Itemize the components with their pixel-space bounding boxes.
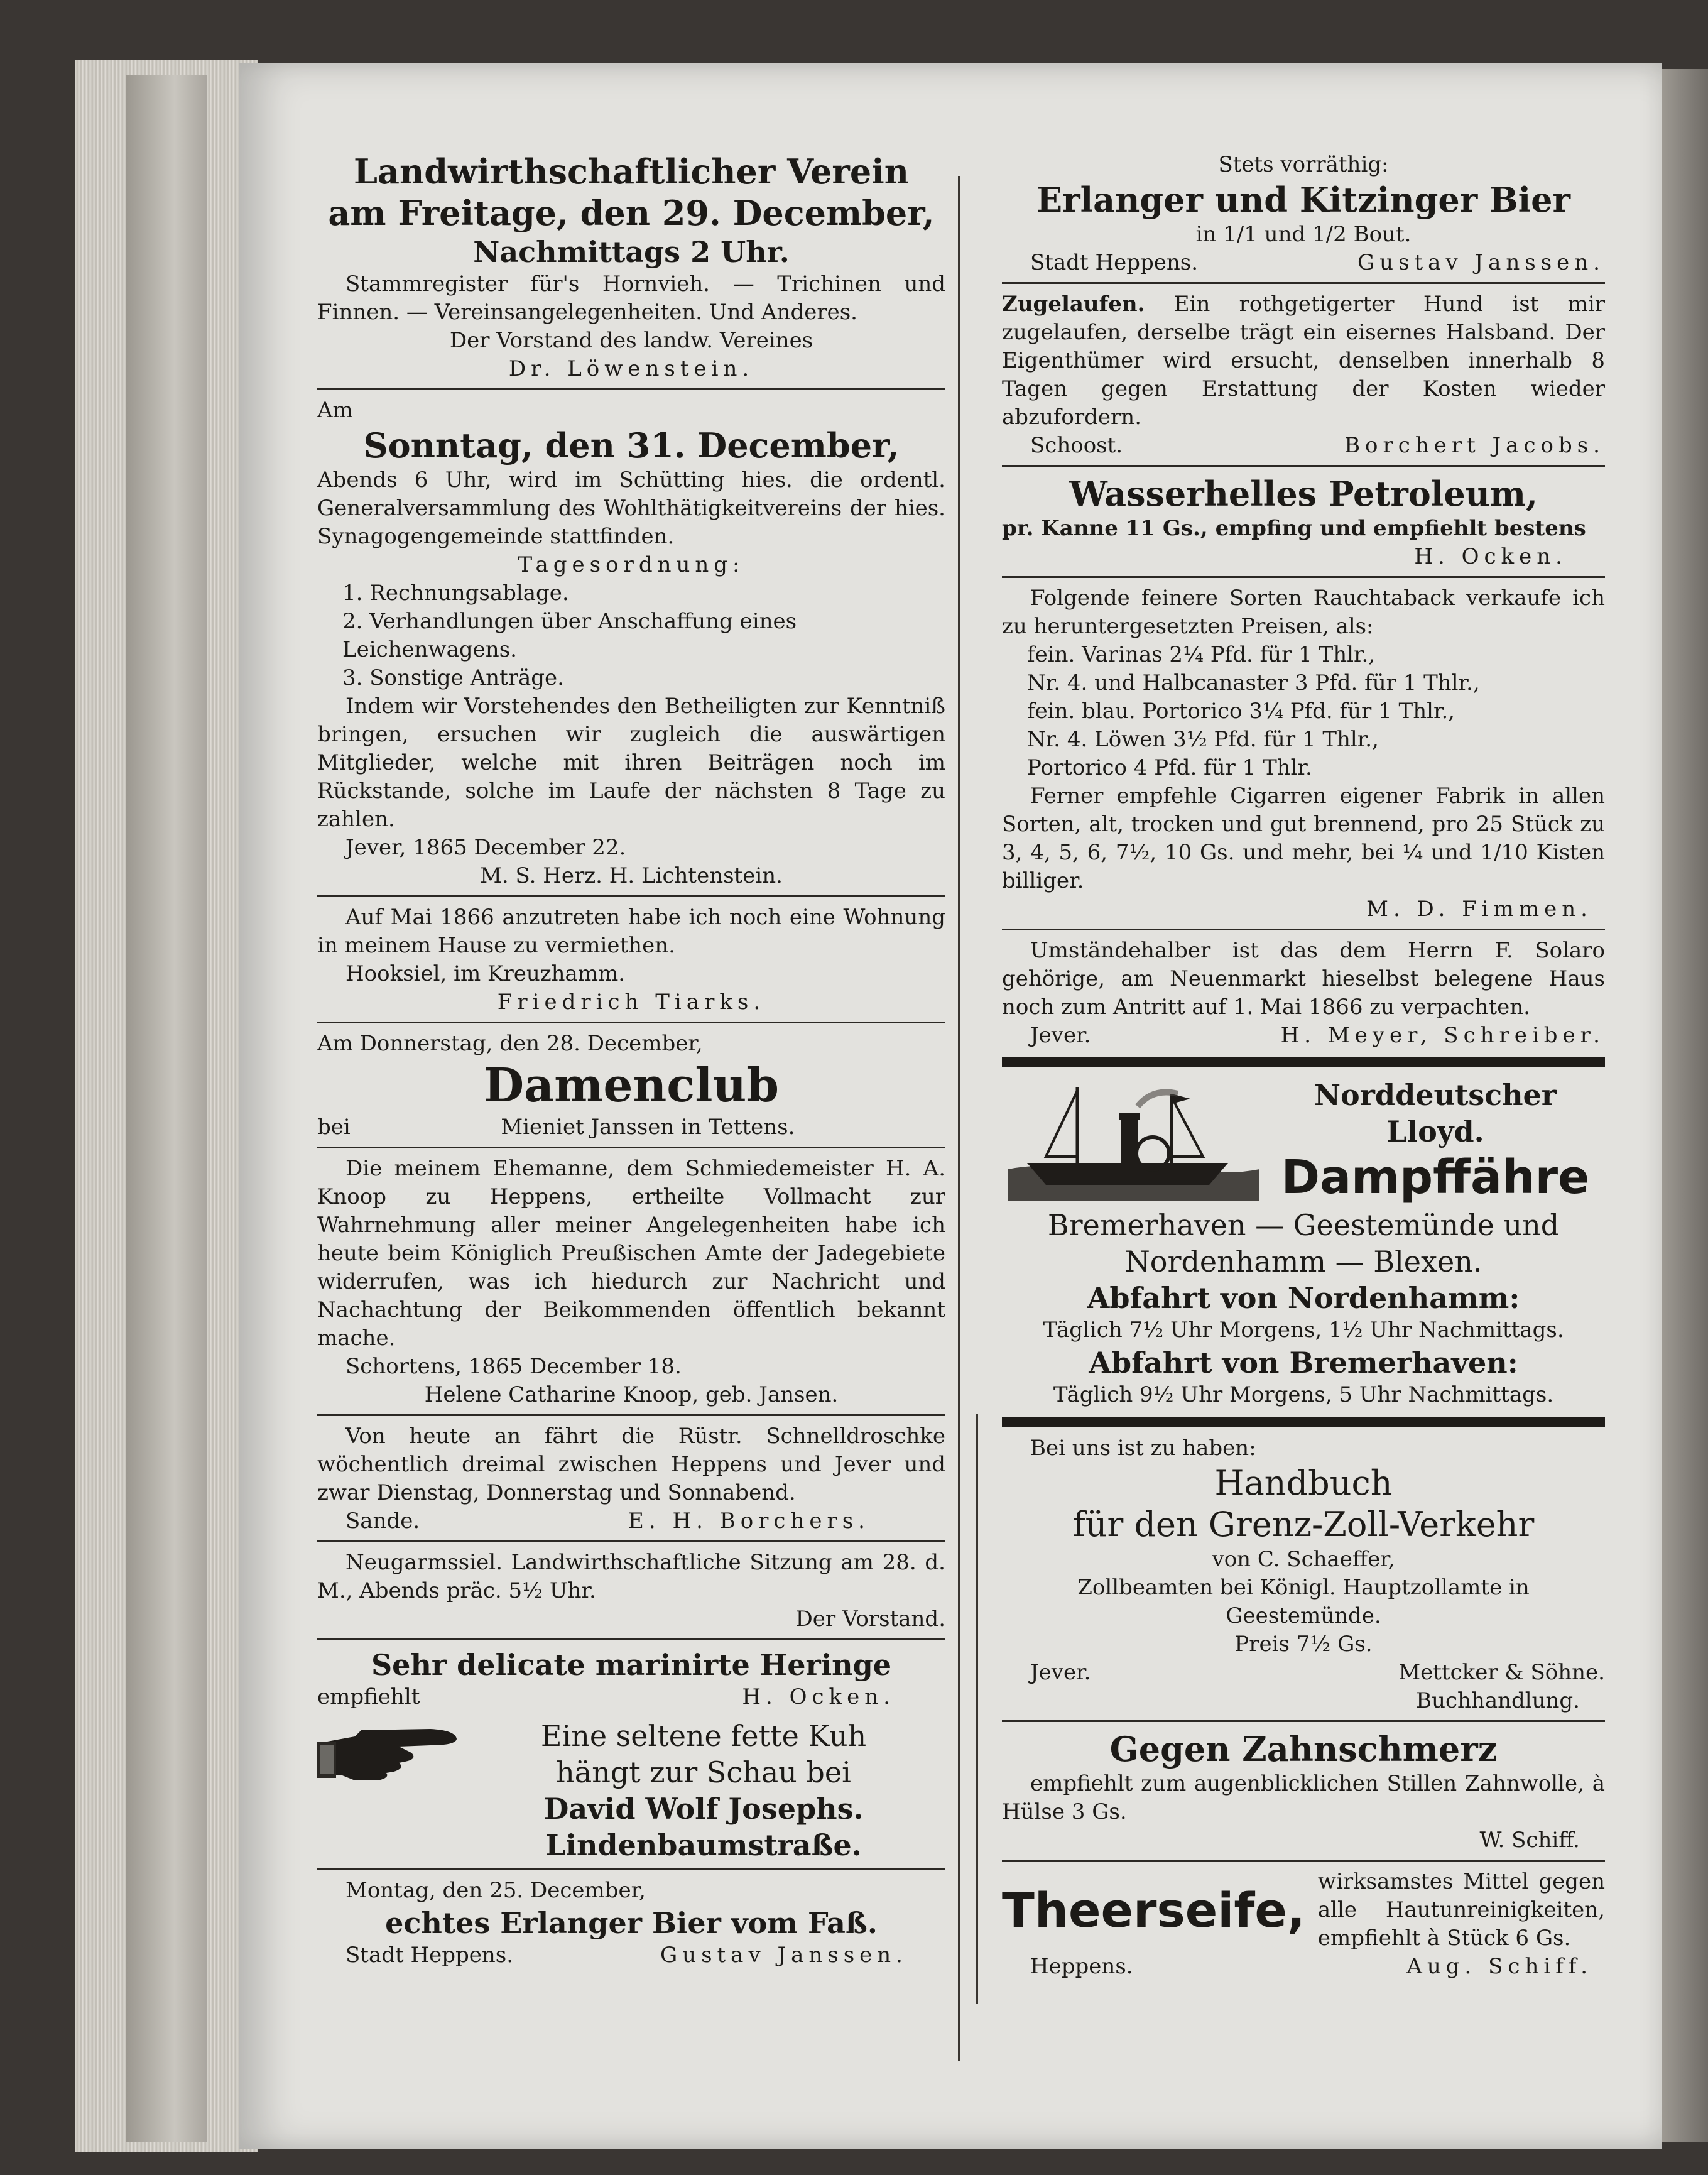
ad-host-row: [317, 1113, 945, 1142]
price-item: Nr. 4. Löwen 3½ Pfd. für 1 Thlr.,: [1027, 727, 1379, 752]
ad-line-4: Lindenbaumstraße.: [545, 1828, 862, 1862]
ad-body: empfiehlt zum augenblicklichen Stillen Zahnwolle, à Hülse 3 Gs.: [1002, 1771, 1605, 1824]
ad-sign-1: Mettcker & Söhne.: [1398, 1660, 1605, 1685]
ad-sign-row: [1002, 1659, 1605, 1687]
ad-am: Am: [317, 398, 353, 423]
ad-sign: H. Ocken.: [1414, 544, 1567, 569]
ad-separator: [317, 388, 945, 390]
ad-body: Ein rothgetigerter Hund ist mir zugelaufen, derselbe trägt ein eisernes Halsband. Der Eigenthümer wird ersucht, denselben innerhalb 8 Tagen gegen Erstattung der Kosten wieder abzufordern.: [1002, 292, 1606, 430]
ad-sign-row: [1002, 249, 1605, 277]
ad-title: Landwirthschaftlicher Verein: [354, 151, 909, 192]
ad-place: Schoost.: [1030, 433, 1123, 458]
column-divider: [958, 176, 960, 2061]
steamship-illustration: [1002, 1075, 1266, 1207]
column-divider-lower: [976, 1414, 978, 2004]
ad-separator: [1002, 929, 1605, 930]
ad-sign: H. Meyer, Schreiber.: [1280, 1023, 1605, 1048]
ad-kuh: [317, 1718, 945, 1863]
ad-host: Mieniet Janssen in Tettens.: [501, 1115, 795, 1140]
ad-theerseife: [1002, 1868, 1605, 1981]
ad-place: Jever.: [1030, 1660, 1091, 1685]
ad-sign-row: [1002, 1022, 1605, 1050]
ad-sign-row: [317, 1941, 945, 1970]
book-cover-edge: [1662, 69, 1708, 2142]
ad-title: Dampffähre: [1281, 1150, 1590, 1204]
ad-synagogue-meeting: [317, 396, 945, 890]
ad-place: Sande.: [345, 1508, 420, 1534]
ad-sign: M. D. Fimmen.: [1366, 897, 1592, 922]
ad-wohnung: [317, 903, 945, 1017]
heavy-rule: [1002, 1417, 1605, 1427]
ad-recommend: empfiehlt: [317, 1684, 420, 1709]
ad-landwirthschaftlicher-verein: [317, 151, 945, 383]
ad-body: Neugarmssiel. Landwirthschaftliche Sitzung am 28. d. M., Abends präc. 5½ Uhr.: [317, 1550, 945, 1603]
ad-separator: [1002, 282, 1605, 284]
ad-separator: [317, 1540, 945, 1542]
ad-sign: H. Ocken.: [742, 1684, 895, 1709]
ad-erlanger-fass: [317, 1877, 945, 1970]
ad-schnelldroschke: [317, 1422, 945, 1535]
ad-price: pr. Kanne 11 Gs., empfing und empfiehlt bestens: [1002, 516, 1586, 541]
ad-sign-row: [317, 1507, 945, 1535]
ad-separator: [1002, 1720, 1605, 1722]
ad-departure-1: Abfahrt von Nordenhamm:: [1087, 1281, 1520, 1315]
ad-sign: Gustav Janssen.: [660, 1943, 908, 1968]
ad-separator: [317, 1638, 945, 1640]
ad-separator: [1002, 576, 1605, 578]
ad-separator: [317, 1147, 945, 1148]
ad-title: Erlanger und Kitzinger Bier: [1036, 180, 1570, 220]
ad-place: Heppens.: [1030, 1954, 1133, 1979]
heavy-rule: [1002, 1057, 1605, 1067]
ad-place: Schortens, 1865 December 18.: [345, 1354, 682, 1379]
ad-place: Hooksiel, im Kreuzhamm.: [345, 961, 626, 986]
ad-body: Von heute an fährt die Rüstr. Schnelldroschke wöchentlich dreimal zwischen Heppens und Jever und zwar Dienstag, Donnerstag und Sonnabend.: [317, 1424, 945, 1505]
price-item: Nr. 4. und Halbcanaster 3 Pfd. für 1 Thlr.,: [1027, 670, 1480, 695]
ad-sign: Borchert Jacobs.: [1344, 433, 1605, 458]
ad-agenda-heading: Tagesordnung:: [518, 552, 745, 577]
price-item: Portorico 4 Pfd. für 1 Thlr.: [1027, 755, 1312, 780]
ad-place: Stadt Heppens.: [1030, 250, 1199, 275]
ad-title: Theerseife,: [1002, 1882, 1305, 1938]
ad-separator: [317, 1414, 945, 1416]
ship-header: [1002, 1075, 1605, 1207]
ad-sign: E. H. Borchers.: [628, 1508, 870, 1534]
ad-line-2: hängt zur Schau bei: [556, 1755, 851, 1789]
price-item: fein. blau. Portorico 3¼ Pfd. für 1 Thlr.,: [1027, 699, 1455, 724]
ad-title: Sonntag, den 31. December,: [363, 425, 900, 466]
ad-body: Folgende feinere Sorten Rauchtaback verkaufe ich zu heruntergesetzten Preisen, als:: [1002, 586, 1605, 639]
ad-neugarmssiel: [317, 1549, 945, 1633]
ad-separator: [1002, 465, 1605, 467]
ad-title: echtes Erlanger Bier vom Faß.: [385, 1906, 878, 1940]
ad-body: Stammregister für's Hornvieh. — Trichinen und Finnen. — Vereinsangelegenheiten. Und Anderes.: [317, 271, 945, 325]
ad-haus-verpachten: [1002, 937, 1605, 1050]
ad-petroleum: [1002, 473, 1605, 571]
ad-title: Gegen Zahnschmerz: [1109, 1729, 1498, 1769]
ad-body: wirksamstes Mittel gegen alle Hautunreinigkeiten, empfiehlt à Stück 6 Gs.: [1317, 1869, 1605, 1951]
ad-stock: Stets vorräthig:: [1218, 152, 1389, 177]
ad-body-2: Ferner empfehle Cigarren eigener Fabrik in allen Sorten, alt, trocken und gut brennend, pro 25 Stück zu 3, 4, 5, 6, 7½, 10 Gs. und mehr, bei ¼ und 1/10 Kisten billiger.: [1002, 783, 1605, 893]
ad-title: Damenclub: [483, 1059, 779, 1113]
ad-erlanger-kitzinger: [1002, 151, 1605, 277]
ad-sign: Gustav Janssen.: [1357, 250, 1605, 275]
ad-sign-row: [317, 1683, 945, 1711]
ad-times-1: Täglich 7½ Uhr Morgens, 1½ Uhr Nachmittags.: [1043, 1317, 1564, 1343]
ad-sign-row: [1002, 1953, 1605, 1981]
ad-times-2: Täglich 9½ Uhr Morgens, 5 Uhr Nachmittags.: [1053, 1382, 1554, 1407]
right-column: [1002, 151, 1605, 1985]
ad-sign: Helene Catharine Knoop, geb. Jansen.: [424, 1382, 839, 1407]
ad-place: Jever.: [1030, 1023, 1091, 1048]
agenda-item: 3. Sonstige Anträge.: [342, 665, 564, 690]
ad-separator: [317, 1868, 945, 1870]
ad-title: Sehr delicate marinirte Heringe: [371, 1648, 892, 1682]
ad-rauchtaback: [1002, 584, 1605, 924]
ad-lead: Zugelaufen.: [1002, 292, 1145, 317]
ad-sign: Aug. Schiff.: [1406, 1954, 1592, 1979]
ad-body: Auf Mai 1866 anzutreten habe ich noch eine Wohnung in meinem Hause zu vermiethen.: [317, 905, 945, 958]
ad-handbuch: [1002, 1434, 1605, 1715]
ad-damenclub: [317, 1030, 945, 1142]
ad-sign: M. S. Herz. H. Lichtenstein.: [480, 863, 783, 888]
ad-title: Wasserhelles Petroleum,: [1069, 474, 1538, 514]
ad-date: Montag, den 25. December,: [345, 1878, 646, 1903]
ad-body: Abends 6 Uhr, wird im Schütting hies. die ordentl. Generalversammlung des Wohlthätigkeitvereins der hies. Synagogengemeinde stattfinden.: [317, 467, 945, 549]
book-spine: [126, 75, 207, 2142]
ad-org-2: Lloyd.: [1386, 1115, 1484, 1148]
ad-sign-2: Dr. Löwenstein.: [508, 356, 754, 381]
ad-norddeutscher-lloyd: [1002, 1075, 1605, 1409]
pointing-hand-icon: [317, 1718, 462, 1787]
ad-role: Zollbeamten bei Königl. Hauptzollamte in Geestemünde.: [1077, 1575, 1530, 1628]
ad-line-3: David Wolf Josephs.: [543, 1792, 864, 1826]
ad-price: Preis 7½ Gs.: [1234, 1632, 1373, 1657]
ad-separator: [317, 1022, 945, 1023]
ad-route-1: Bremerhaven — Geestemünde und: [1047, 1208, 1560, 1242]
ad-sign-1: Der Vorstand des landw. Vereines: [449, 328, 813, 353]
ad-route-2: Nordenhamm — Blexen.: [1124, 1245, 1482, 1278]
ad-title-1: Handbuch: [1214, 1463, 1393, 1503]
ad-vollmacht: [317, 1155, 945, 1409]
ad-body: Die meinem Ehemanne, dem Schmiedemeister H. A. Knoop zu Heppens, ertheilte Vollmacht zur Wahrnehmung aller meiner Angelegenheiten habe ich heute beim Königlich Preußischen Amte der Jadegebiete widerrufen, was ich hiedurch zur Nachricht und Nachachtung der Beikommenden öffentlich bekannt mache.: [317, 1156, 945, 1351]
ad-zugelaufen: [1002, 290, 1605, 460]
ad-sign-2: Buchhandlung.: [1416, 1688, 1580, 1713]
ad-date: am Freitage, den 29. December,: [328, 193, 935, 233]
agenda-item: 1. Rechnungsablage.: [342, 581, 569, 606]
ad-heringe: [317, 1647, 945, 1711]
ad-title-2: für den Grenz-Zoll-Verkehr: [1072, 1505, 1535, 1544]
ad-org-1: Norddeutscher: [1314, 1078, 1557, 1112]
ad-sub: in 1/1 und 1/2 Bout.: [1195, 222, 1412, 247]
ad-author: von C. Schaeffer,: [1212, 1547, 1395, 1572]
ad-place: Stadt Heppens.: [345, 1943, 514, 1968]
ad-departure-2: Abfahrt von Bremerhaven:: [1089, 1346, 1518, 1380]
ad-body: Umständehalber ist das dem Herrn F. Solaro gehörige, am Neuenmarkt hieselbst belegene Haus noch zum Antritt auf 1. Mai 1866 zu verpachten.: [1002, 938, 1605, 1020]
ad-date: Am Donnerstag, den 28. December,: [317, 1031, 703, 1056]
ad-zahnschmerz: [1002, 1728, 1605, 1855]
ad-sign: W. Schiff.: [1479, 1828, 1580, 1853]
ad-line-1: Eine seltene fette Kuh: [540, 1719, 867, 1753]
left-column: [317, 151, 945, 1973]
ad-time: Nachmittags 2 Uhr.: [473, 235, 790, 269]
ad-place: Jever, 1865 December 22.: [345, 835, 626, 860]
ad-sign: Der Vorstand.: [795, 1606, 945, 1632]
price-item: fein. Varinas 2¼ Pfd. für 1 Thlr.,: [1027, 642, 1376, 667]
ad-separator: [317, 895, 945, 897]
ad-sign-row: [1002, 432, 1605, 460]
ad-separator: [1002, 1860, 1605, 1862]
ad-lead: Bei uns ist zu haben:: [1030, 1436, 1256, 1461]
ad-sign: Friedrich Tiarks.: [497, 989, 766, 1015]
ad-bei: bei: [317, 1115, 351, 1140]
ad-body-2: Indem wir Vorstehendes den Betheiligten zur Kenntniß bringen, ersuchen wir zugleich die auswärtigen Mitglieder, welche mit ihren Beiträgen noch im Rückstande, solche im Laufe der nächsten 8 Tage zu zahlen.: [317, 694, 945, 832]
agenda-item: 2. Verhandlungen über Anschaffung eines Leichenwagens.: [342, 609, 797, 662]
